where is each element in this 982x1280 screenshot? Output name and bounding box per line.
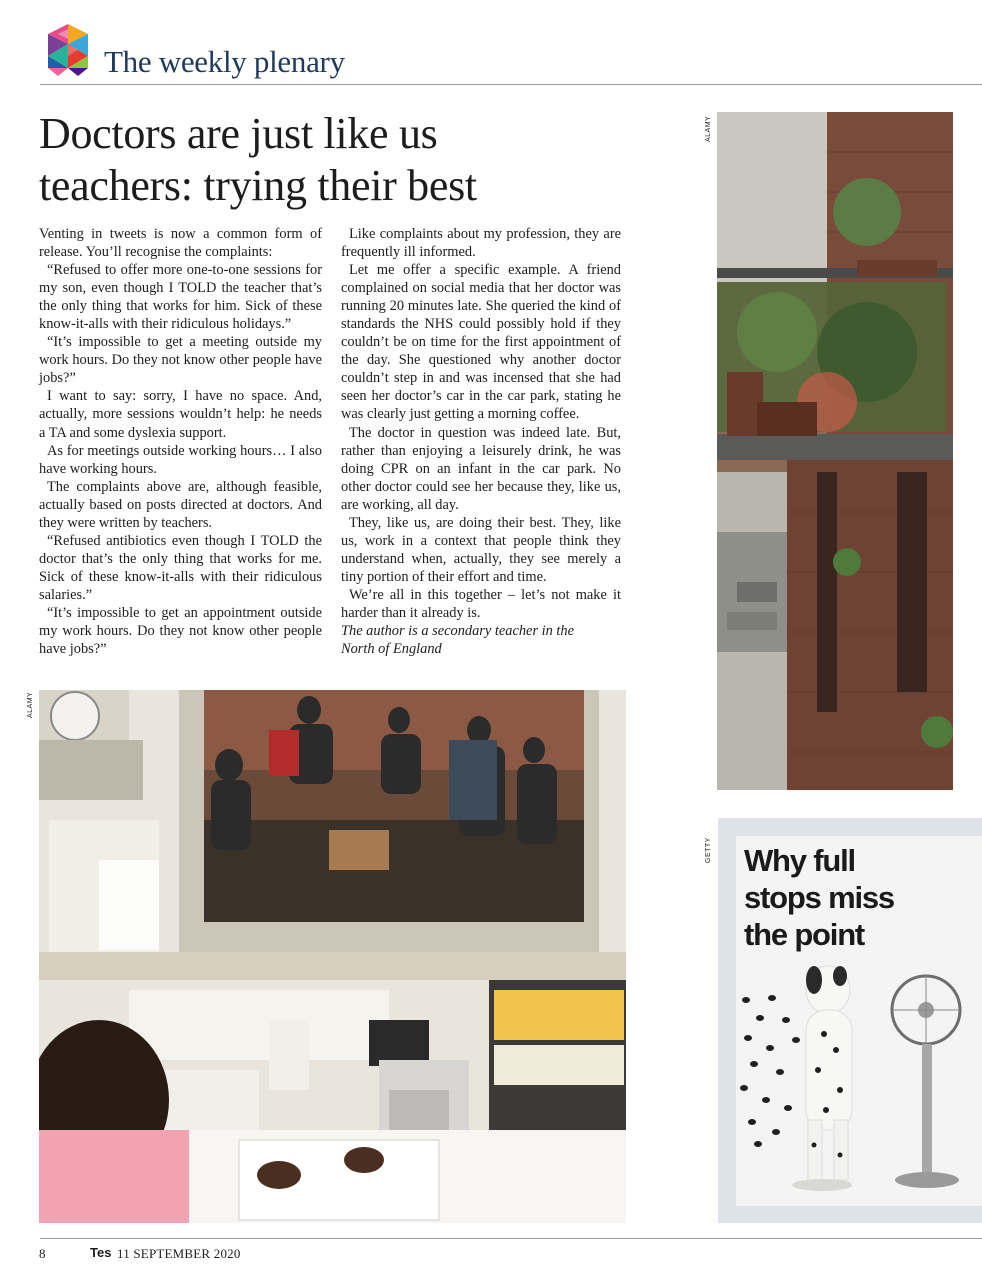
photo-credit-promo: GETTY <box>705 837 712 863</box>
article-column-2 <box>341 225 621 658</box>
paragraph: “Refused antibiotics even though I TOLD the doctor that’s the only thing that works for me. Sick of these know-it-alls with their ridiculous salaries.” <box>39 532 322 603</box>
building-balconies-photo <box>717 112 953 790</box>
paragraph: The doctor in question was indeed late. But, rather than enjoying a leisurely drink, he was doing CPR on an infant in the car park. No other doctor could see her because they, like us, are working, all day. <box>341 424 621 513</box>
paragraph: The complaints above are, although feasible, actually based on posts directed at doctors. And they were written by teachers. <box>39 478 322 531</box>
article-column-1 <box>39 225 322 658</box>
paragraph: Like complaints about my profession, they are frequently ill informed. <box>341 226 621 261</box>
paragraph: “It’s impossible to get a meeting outside my work hours. Do they not know other people have jobs?” <box>39 334 322 387</box>
paragraph: We’re all in this together – let’s not make it harder than it already is. <box>341 586 621 621</box>
brand-name: Tes <box>90 1245 112 1260</box>
photo-credit-clinic: ALAMY <box>27 691 34 718</box>
paragraph: I want to say: sorry, I have no space. And, actually, more sessions wouldn’t help: he needs a TA and some dyslexia support. <box>39 388 322 441</box>
photo-credit-building: ALAMY <box>705 115 712 142</box>
paragraph: Let me offer a specific example. A friend complained on social media that her doctor was running 20 minutes late. She queried the kind of standards the NHS could possibly hold if they couldn’t be on time for the first appointment of the day. She questioned why another doctor couldn’t step in and was incensed that she had seen her doctor’s car in the car park, stating he was clearly just getting a morning coffee. <box>341 262 621 423</box>
clinic-waiting-room-photo <box>39 690 626 1223</box>
dalmatian-fan-illustration <box>736 940 982 1206</box>
promo-headline-line-2: stops miss <box>744 880 894 915</box>
promo-headline-line-3: the point <box>744 917 865 952</box>
paragraph: Venting in tweets is now a common form of release. You’ll recognise the complaints: <box>39 226 322 261</box>
headline-line-2: teachers: trying their best <box>39 161 477 210</box>
tes-cube-logo-icon <box>40 22 96 78</box>
paragraph: “Refused to offer more one-to-one sessions for my son, even though I TOLD the teacher that’s the only thing that works for him. Sick of these know-it-alls with their ridiculous holidays.” <box>39 262 322 333</box>
section-title: The weekly plenary <box>104 44 345 79</box>
article-headline <box>39 108 689 212</box>
headline-line-1: Doctors are just like us <box>39 109 438 158</box>
author-byline <box>341 622 621 658</box>
byline-line-2: North of England <box>341 641 442 658</box>
paragraph: They, like us, are doing their best. They, like us, work in a context that people think they understand when, actually, they see merely a tiny portion of their effort and time. <box>341 514 621 585</box>
paragraph: “It’s impossible to get an appointment outside my work hours. Do they not know other people have jobs?” <box>39 604 322 658</box>
byline-line-1: The author is a secondary teacher in the <box>341 623 575 640</box>
page-number: 8 <box>39 1246 46 1261</box>
header-rule <box>40 84 982 85</box>
paragraph: As for meetings outside working hours… I also have working hours. <box>39 442 322 477</box>
issue-date: 11 SEPTEMBER 2020 <box>117 1246 241 1261</box>
footer-rule <box>40 1238 982 1239</box>
promo-headline[interactable] <box>744 842 944 953</box>
promo-headline-line-1: Why full <box>744 843 855 878</box>
